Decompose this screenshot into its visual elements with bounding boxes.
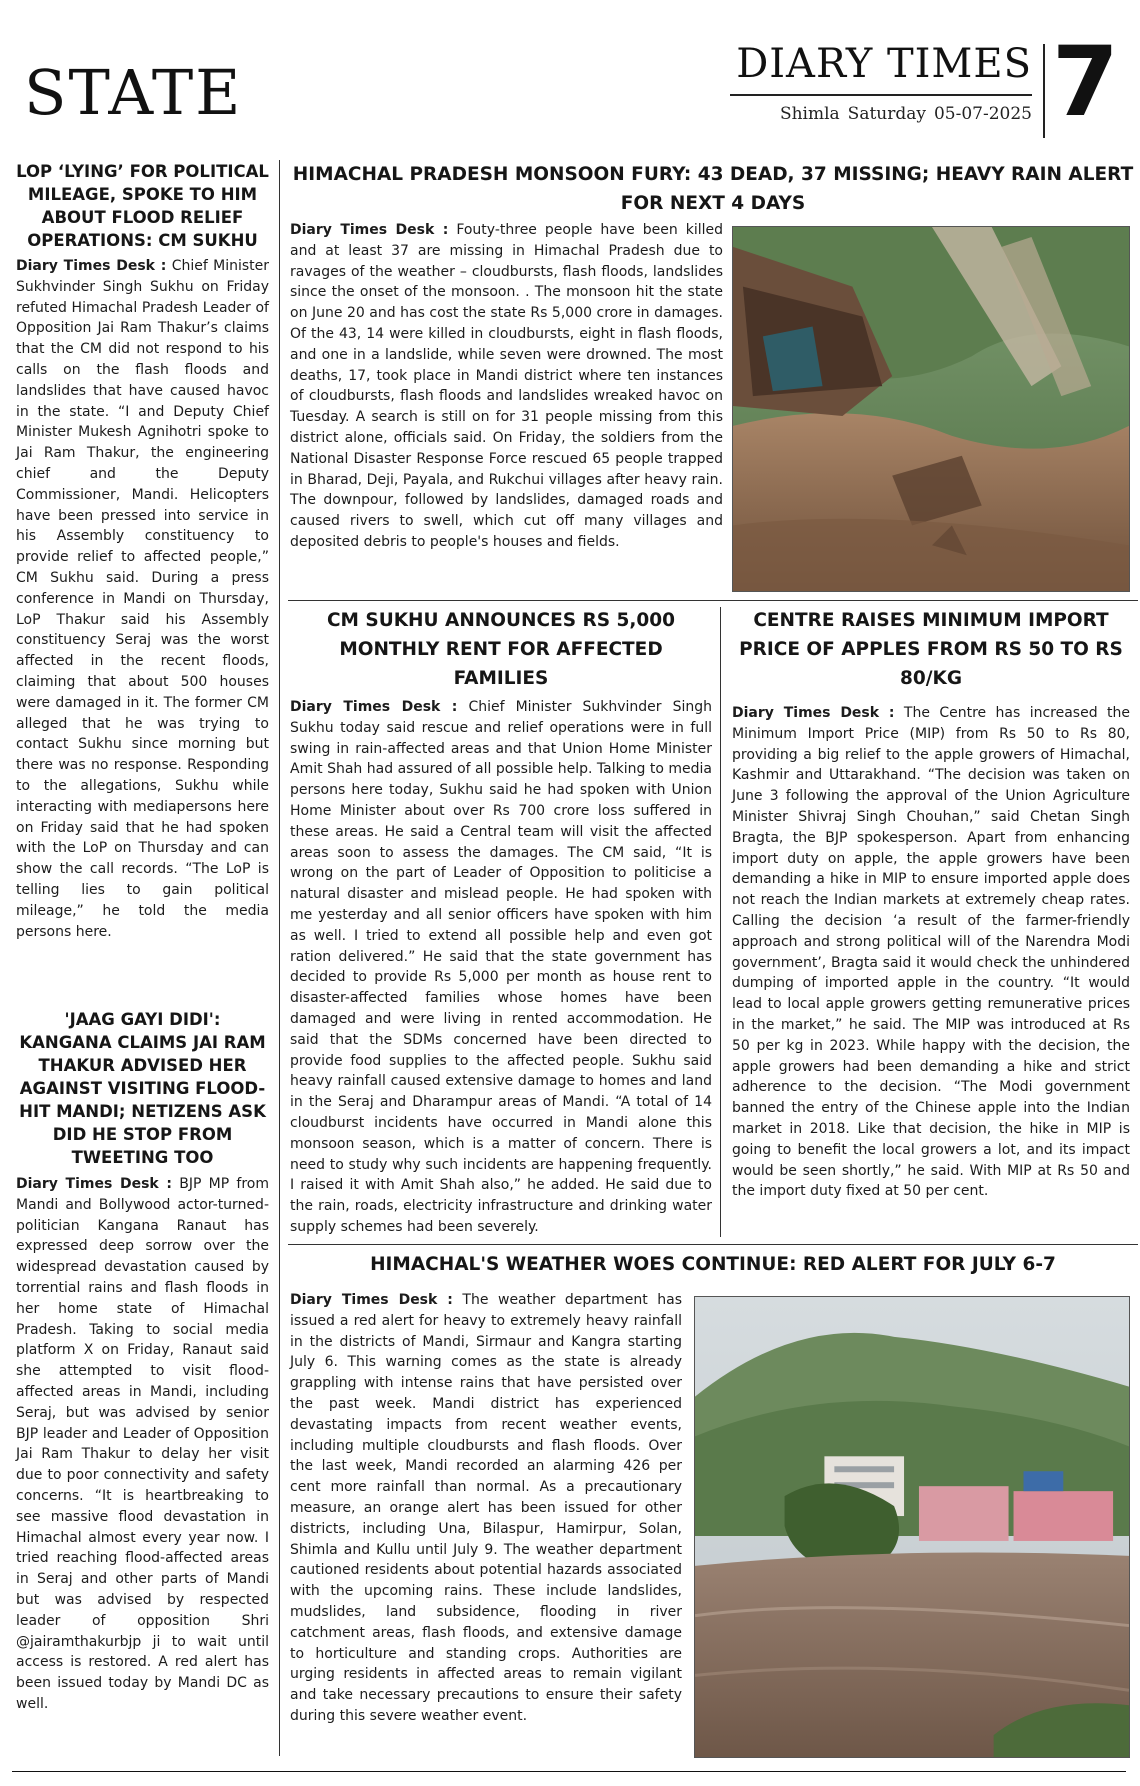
- river-image: [695, 1297, 1129, 1757]
- desk-kangana: Diary Times Desk :: [16, 1176, 172, 1192]
- desk-apples: Diary Times Desk :: [732, 705, 895, 721]
- desk-monsoon: Diary Times Desk :: [290, 222, 449, 238]
- section-title: STATE: [24, 56, 243, 129]
- paper-name: DIARY TIMES: [736, 41, 1032, 87]
- dateline: [730, 104, 1032, 124]
- body-text-kangana: BJP MP from Mandi and Bollywood actor-turned-politician Kangana Ranaut has expressed deep sorrow over the widespread devastation caused by torrential rains and flash floods in her home state of Himachal Pradesh. Taking to social media platform X on Friday, Ranaut said she attempted to visit flood-affected areas in Mandi, including Seraj, but was advised by senior BJP leader and Leader of Opposition Jai Ram Thakur to delay her visit due to poor connectivity and safety concerns. “It is heartbreaking to see massive flood devastation in Himachal almost every year now. I tried reaching flood-affected areas in Seraj and other parts of Mandi but was advised by respected leader of opposition Shri @jairamthakurbjp ji to wait until access is restored. A red alert has been issued today by Mandi DC as well.: [16, 1176, 269, 1712]
- body-weather: [290, 1290, 682, 1727]
- headline-apples: CENTRE RAISES MINIMUM IMPORT PRICE OF APPLES FROM RS 50 TO RS 80/KG: [739, 610, 1123, 689]
- article-kangana: [16, 1008, 269, 1715]
- landslide-photo: [732, 226, 1130, 592]
- headline-block-weather: [290, 1250, 1136, 1279]
- desk-weather: Diary Times Desk :: [290, 1292, 453, 1308]
- dateline-city: Shimla: [779, 104, 840, 124]
- dateline-day: Saturday: [847, 104, 926, 124]
- masthead-separator: [1043, 44, 1045, 138]
- rule-below-monsoon: [288, 600, 1138, 601]
- article-weather: [290, 1290, 682, 1727]
- body-monsoon: [290, 220, 723, 553]
- headline-kangana: 'JAAG GAYI DIDI': KANGANA CLAIMS JAI RAM THAKUR ADVISED HER AGAINST VISITING FLOOD-HIT MANDI; NETIZENS ASK DID HE STOP FROM TWEETING TOO: [19, 1010, 266, 1167]
- desk-lop: Diary Times Desk :: [16, 258, 167, 274]
- article-rent: [290, 606, 712, 1238]
- body-rent: [290, 697, 712, 1238]
- article-lop: [16, 160, 269, 942]
- body-lop: [16, 256, 269, 942]
- page-bottom-rule: [12, 1771, 1126, 1772]
- body-text-rent: Chief Minister Sukhvinder Singh Sukhu today said rescue and relief operations were in full swing in rain-affected areas and that Union Home Minister Amit Shah had assured of all possible help. Talking to media persons here today, Sukhu said he had spoken with Union Home Minister about over Rs 700 crore loss suffered in these areas. He said a Central team will visit the affected areas soon to assess the damages. The CM said, “It is wrong on the part of Leader of Opposition to politicise a natural disaster and mislead people. He had spoken with me yesterday and all senior officers have spoken with him as well. I tried to extend all possible help and even got ration delivered.” He said that the state government has decided to provide Rs 5,000 per month as house rent to disaster-affected families whose homes have been damaged and were living in rented accommodation. He said that the SDMs concerned have been directed to provide food supplies to the affected people. Sukhu said heavy rainfall caused extensive damage to homes and land in the Seraj and Dharampur areas of Mandi. “A total of 14 cloudburst incidents have occurred in Mandi alone this monsoon season, which is a matter of concern. There is need to study why such incidents are happening frequently. I raised it with Amit Shah also,” he added. He said due to the rain, roads, electricity infrastructure and drinking water supply schemes had been severely.: [290, 699, 712, 1235]
- page-number: 7: [1052, 26, 1119, 138]
- body-kangana: [16, 1174, 269, 1715]
- rule-above-weather: [288, 1244, 1138, 1245]
- article-apples: [732, 606, 1130, 1202]
- headline-block-monsoon: [290, 160, 1136, 218]
- body-text-weather: The weather department has issued a red alert for heavy to extremely heavy rainfall in the districts of Mandi, Sirmaur and Kangra starting July 6. This warning comes as the state is already grappling with intense rains that have persisted over the past week. Mandi district has experienced devastating impacts from recent weather events, including multiple cloudbursts and flash floods. Over the last week, Mandi recorded an alarming 426 per cent more rainfall than normal. As a precautionary measure, an orange alert has been issued for other districts, including Una, Bilaspur, Hamirpur, Solan, Shimla and Kullu until July 9. The weather department cautioned residents about potential hazards associated with the upcoming rains. These include landslides, mudslides, land subsidence, flooding in river catchment areas, flash floods, and extensive damage to horticulture and standing crops. Authorities are urging residents in affected areas to remain vigilant and take necessary precautions to ensure their safety during this severe weather event.: [290, 1292, 682, 1724]
- masthead-rule: [730, 94, 1032, 96]
- column-rule-middle: [720, 607, 721, 1237]
- headline-rent: CM SUKHU ANNOUNCES RS 5,000 MONTHLY RENT FOR AFFECTED FAMILIES: [326, 610, 676, 689]
- body-text-monsoon: Fouty-three people have been killed and at least 37 are missing in Himachal Pradesh due to ravages of the weather – cloudbursts, flash floods, landslides since the onset of the monsoon. . The monsoon hit the state on June 20 and has cost the state Rs 5,000 crore in damages. Of the 43, 14 were killed in cloudbursts, eight in flash floods, and one in a landslide, while seven were drowned. The most deaths, 17, took place in Mandi district where ten instances of cloudbursts, flash floods and landslides wreaked havoc on Tuesday. A search is still on for 31 people missing from this district alone, officials said. On Friday, the soldiers from the National Disaster Response Force rescued 65 people trapped in Bharad, Deji, Payala, and Rukchui villages after heavy rain. The downpour, followed by landslides, damaged roads and caused rivers to swell, which cut off many villages and deposited debris to people's houses and fields.: [290, 222, 723, 550]
- headline-monsoon: HIMACHAL PRADESH MONSOON FURY: 43 DEAD, 37 MISSING; HEAVY RAIN ALERT FOR NEXT 4 DAYS: [292, 164, 1134, 214]
- masthead: [730, 41, 1032, 124]
- river-photo: [694, 1296, 1130, 1758]
- dateline-date: 05-07-2025: [933, 104, 1032, 124]
- landslide-image: [733, 227, 1129, 591]
- body-apples: [732, 703, 1130, 1202]
- headline-lop: LOP ‘LYING’ FOR POLITICAL MILEAGE, SPOKE TO HIM ABOUT FLOOD RELIEF OPERATIONS: CM SUKHU: [16, 162, 269, 250]
- column-rule-left: [279, 160, 280, 1756]
- article-monsoon: [290, 220, 723, 553]
- headline-weather: HIMACHAL'S WEATHER WOES CONTINUE: RED ALERT FOR JULY 6-7: [370, 1254, 1056, 1275]
- body-text-lop: Chief Minister Sukhvinder Singh Sukhu on Friday refuted Himachal Pradesh Leader of Opposition Jai Ram Thakur’s claims that the CM did not respond to his calls on the flash floods and landslides that have caused havoc in the state. “I and Deputy Chief Minister Mukesh Agnihotri spoke to Jai Ram Thakur, the engineering chief and the Deputy Commissioner, Mandi. Helicopters have been pressed into service in his Assembly constituency to provide relief to affected people,” CM Sukhu said. During a press conference in Mandi on Thursday, LoP Thakur said his Assembly constituency Seraj was the worst affected in the recent floods, claiming that about 500 houses were damaged in it. The former CM alleged that he was trying to contact Sukhu since morning but there was no response. Responding to the allegations, Sukhu while interacting with mediapersons here on Friday said that he had spoken with the LoP on Thursday and can show the call records. “The LoP is telling lies to gain political mileage,” he told the media persons here.: [16, 258, 269, 940]
- body-text-apples: The Centre has increased the Minimum Import Price (MIP) from Rs 50 to Rs 80, providing a big relief to the apple growers of Himachal, Kashmir and Uttarakhand. “The decision was taken on June 3 following the approval of the Union Agriculture Minister Shivraj Singh Chouhan,” said Chetan Singh Bragta, the BJP spokesperson. Apart from enhancing import duty on apple, the apple growers have been demanding a hike in MIP to ensure imported apple does not reach the Indian markets at extremely cheap rates. Calling the decision ‘a result of the farmer-friendly approach and strong political will of the Narendra Modi government’, Bragta said it would check the unhindered dumping of imported apple in the country. “It would lead to local apple growers getting remunerative prices in the market,” he said. The MIP was introduced at Rs 50 per kg in 2023. While happy with the decision, the apple growers had been demanding a hike and strict adherence to the decision. “The Modi government banned the entry of the Chinese apple into the Indian market in 2018. Like that decision, the hike in MIP is going to benefit the local growers a lot, and its impact would be seen shortly,” he said. With MIP at Rs 50 and the import duty fixed at 50 per cent.: [732, 705, 1130, 1200]
- desk-rent: Diary Times Desk :: [290, 699, 458, 715]
